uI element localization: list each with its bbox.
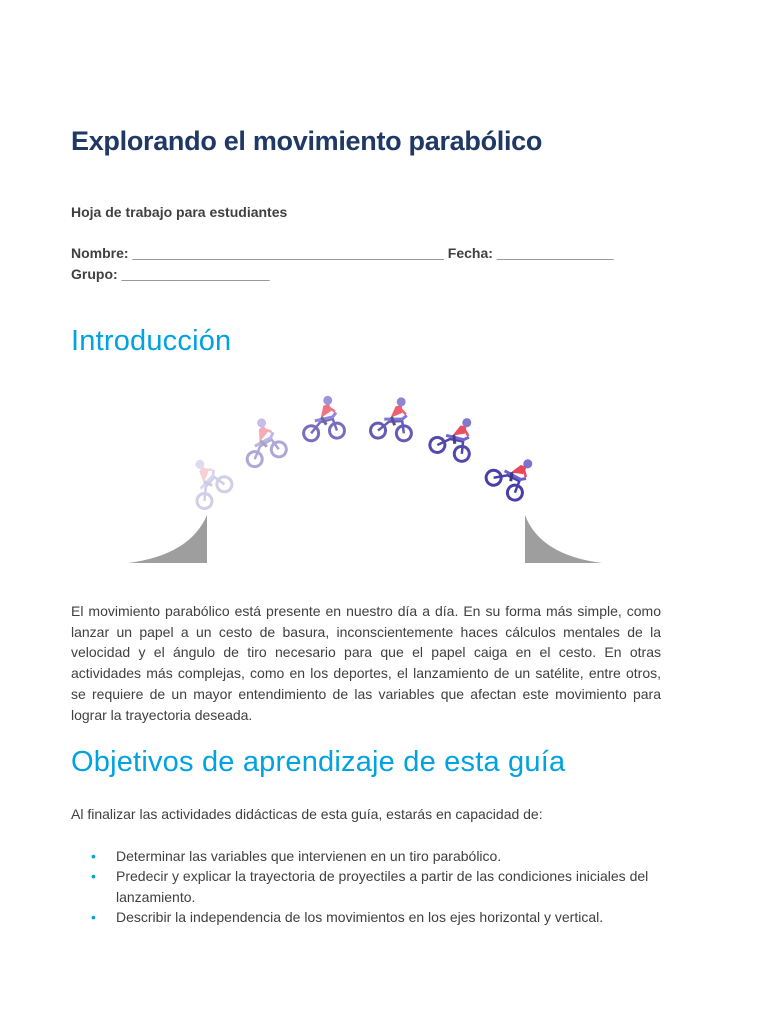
bullet-icon: • [91,909,96,926]
right-ramp [525,515,602,563]
list-item [71,866,661,907]
objective-text: Describir la independencia de los movimientos en los ejes horizontal y vertical. [116,909,604,926]
rider-2 [234,414,288,469]
objective-text: Predecir y explicar la trayectoria de proyectiles a partir de las condiciones iniciales del lanzamiento. [116,868,649,905]
objectives-heading: Objetivos de aprendizaje de esta guía [71,746,566,778]
group-field: Grupo: ___________________ [71,266,270,282]
left-ramp [128,515,207,563]
worksheet-subtitle: Hoja de trabajo para estudiantes [71,204,288,220]
document-title: Explorando el movimiento parabólico [71,126,543,156]
intro-heading: Introducción [71,325,232,357]
intro-paragraph: El movimiento parabólico está presente en nuestro día a día. En su forma más simple, como lanzar un papel a un cesto de basura, inconscientemente haces cálculos mentales de la velocidad y el ángulo de tiro necesario para que el papel caiga en el cesto. En otras actividades más complejas, como en los deportes, el lanzamiento de un satélite, entre otros, se requiere de un mayor entendimiento de las variables que afectan este movimiento para lograr la trayectoria deseada. [71,603,661,723]
bullet-icon: • [91,848,96,864]
objectives-list [71,846,661,928]
rider-3 [300,394,345,441]
rider-6 [483,444,541,503]
objective-text: Determinar las variables que intervienen en un tiro parabólico. [116,848,502,864]
bullet-icon: • [91,868,96,885]
rider-1 [176,452,235,511]
rider-5 [428,409,481,463]
list-item [71,846,661,866]
objectives-intro: Al finalizar las actividades didácticas de esta guía, estarás en capacidad de: [71,806,543,822]
name-date-fields: Nombre: ________________________________________ Fecha: _______________ [71,245,614,261]
rider-4 [370,394,415,441]
motocross-jump-illustration [120,385,620,570]
list-item [71,907,661,927]
